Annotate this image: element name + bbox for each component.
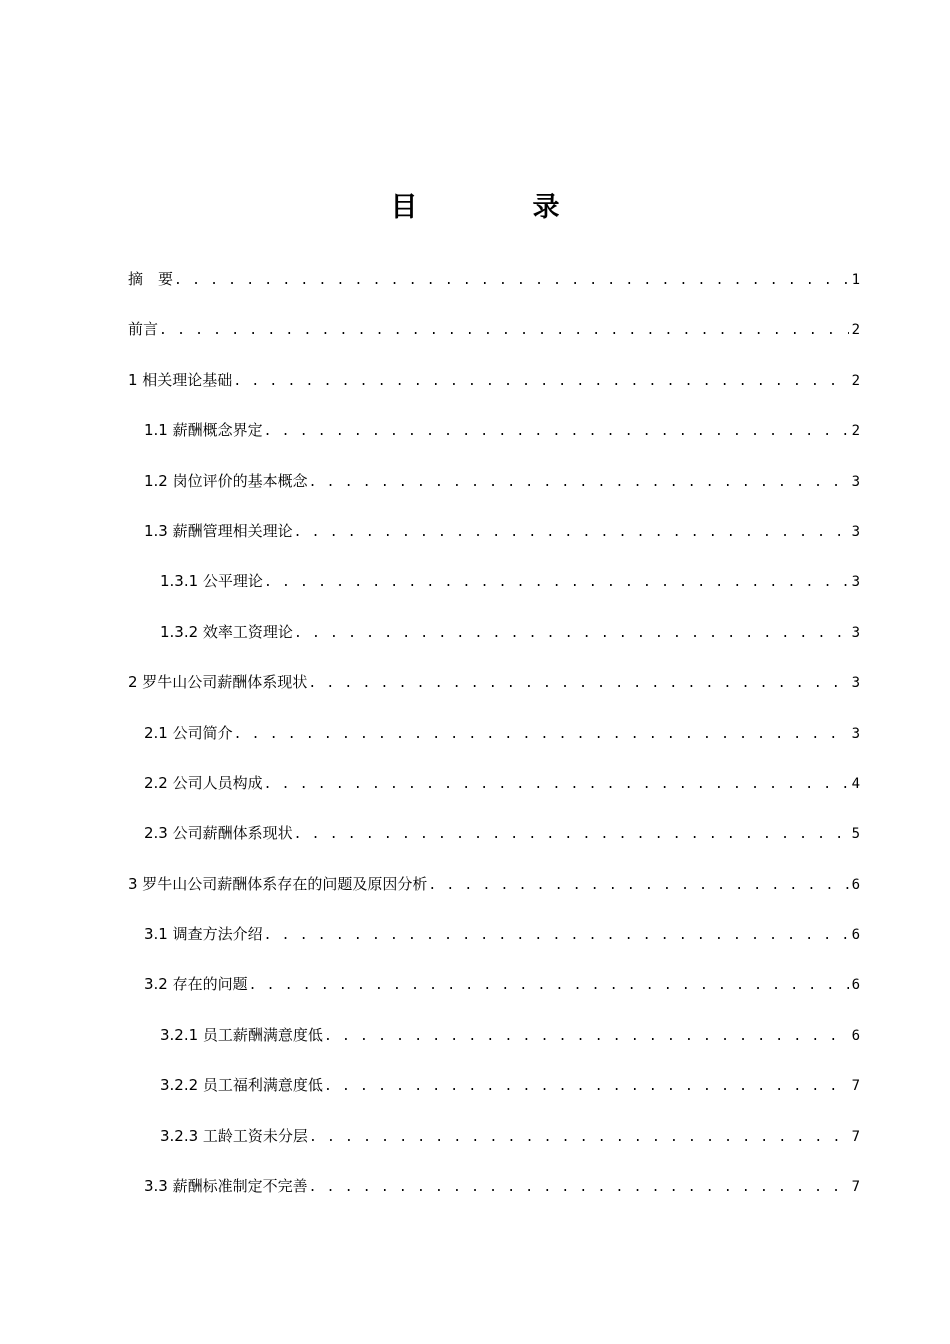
toc-entry[interactable] (128, 567, 860, 617)
toc-entry-label: 2.3 公司薪酬体系现状 (144, 824, 293, 843)
toc-dot-leader (308, 670, 848, 698)
toc-entry-label: 2 罗牛山公司薪酬体系现状 (128, 673, 308, 692)
toc-entry[interactable] (128, 870, 860, 920)
toc-entry[interactable] (128, 769, 860, 819)
toc-entry[interactable] (128, 467, 860, 517)
toc-entry[interactable] (128, 265, 860, 315)
toc-page-number: 3 (851, 624, 860, 641)
toc-entry[interactable] (128, 920, 860, 970)
toc-entry-label: 3.3 薪酬标准制定不完善 (144, 1177, 308, 1196)
toc-entry[interactable] (128, 668, 860, 718)
toc-entry[interactable] (128, 517, 860, 567)
toc-dot-leader (174, 267, 849, 295)
toc-entry[interactable] (128, 1172, 860, 1222)
toc-page-number: 3 (851, 523, 860, 540)
toc-entry[interactable] (128, 1122, 860, 1172)
toc-entry-label: 3 罗牛山公司薪酬体系存在的问题及原因分析 (128, 874, 428, 893)
toc-entry-label: 3.2.1 员工薪酬满意度低 (160, 1025, 323, 1044)
toc-page-number: 7 (851, 1078, 860, 1095)
toc-dot-leader (324, 1023, 849, 1051)
toc-page-number: 2 (851, 423, 860, 440)
toc-entry-label: 1.3 薪酬管理相关理论 (144, 521, 293, 540)
toc-page-number: 7 (851, 1179, 860, 1196)
toc-page-number: 6 (851, 1027, 860, 1044)
toc-entry-label: 3.1 调查方法介绍 (144, 925, 263, 944)
toc-page-number: 3 (851, 473, 860, 490)
toc-page-number: 2 (851, 372, 860, 389)
toc-dot-leader (233, 368, 848, 396)
toc-entry-label: 2.2 公司人员构成 (144, 773, 263, 792)
toc-entry[interactable] (128, 970, 860, 1020)
toc-dot-leader (264, 569, 849, 597)
toc-entry[interactable] (128, 719, 860, 769)
toc-page-number: 6 (851, 876, 860, 893)
toc-page-number: 2 (851, 322, 860, 339)
toc-entry-label: 摘 要 (128, 270, 174, 288)
toc-entry-label: 2.1 公司简介 (144, 723, 233, 742)
toc-page-number: 3 (851, 675, 860, 692)
toc-entry[interactable] (128, 1021, 860, 1071)
toc-entry-label: 前言 (128, 320, 159, 339)
toc-dot-leader (159, 317, 849, 345)
toc-dot-leader (309, 469, 849, 497)
toc-entry[interactable] (128, 819, 860, 869)
table-of-contents (128, 265, 860, 1222)
toc-entry[interactable] (128, 416, 860, 466)
toc-page-number: 7 (851, 1128, 860, 1145)
toc-dot-leader (264, 922, 849, 950)
toc-entry-label: 1.2 岗位评价的基本概念 (144, 471, 308, 490)
page-title: 目 录 (390, 192, 604, 224)
toc-dot-leader (264, 418, 849, 446)
toc-page-number: 4 (851, 775, 860, 792)
toc-entry-label: 3.2.2 员工福利满意度低 (160, 1076, 323, 1095)
toc-page-number: 5 (851, 826, 860, 843)
toc-dot-leader (294, 519, 849, 547)
toc-dot-leader (428, 872, 848, 900)
toc-entry[interactable] (128, 1071, 860, 1121)
toc-entry[interactable] (128, 618, 860, 668)
toc-page-number: 6 (851, 927, 860, 944)
toc-dot-leader (294, 821, 849, 849)
toc-entry-label: 3.2.3 工龄工资未分层 (160, 1126, 308, 1145)
toc-entry-label: 1.3.1 公平理论 (160, 572, 263, 591)
toc-dot-leader (264, 771, 849, 799)
toc-page-number: 6 (851, 977, 860, 994)
toc-page-number: 3 (851, 574, 860, 591)
toc-dot-leader (249, 972, 849, 1000)
toc-dot-leader (324, 1073, 849, 1101)
toc-entry-label: 1.1 薪酬概念界定 (144, 421, 263, 440)
toc-dot-leader (234, 721, 849, 749)
toc-dot-leader (294, 620, 849, 648)
toc-entry-label: 1.3.2 效率工资理论 (160, 622, 293, 641)
toc-entry-label: 3.2 存在的问题 (144, 975, 248, 994)
toc-page-number: 1 (851, 272, 860, 288)
toc-entry[interactable] (128, 315, 860, 365)
toc-page-number: 3 (851, 725, 860, 742)
toc-dot-leader (309, 1174, 849, 1202)
toc-entry-label: 1 相关理论基础 (128, 370, 233, 389)
toc-entry[interactable] (128, 366, 860, 416)
toc-dot-leader (309, 1124, 849, 1152)
